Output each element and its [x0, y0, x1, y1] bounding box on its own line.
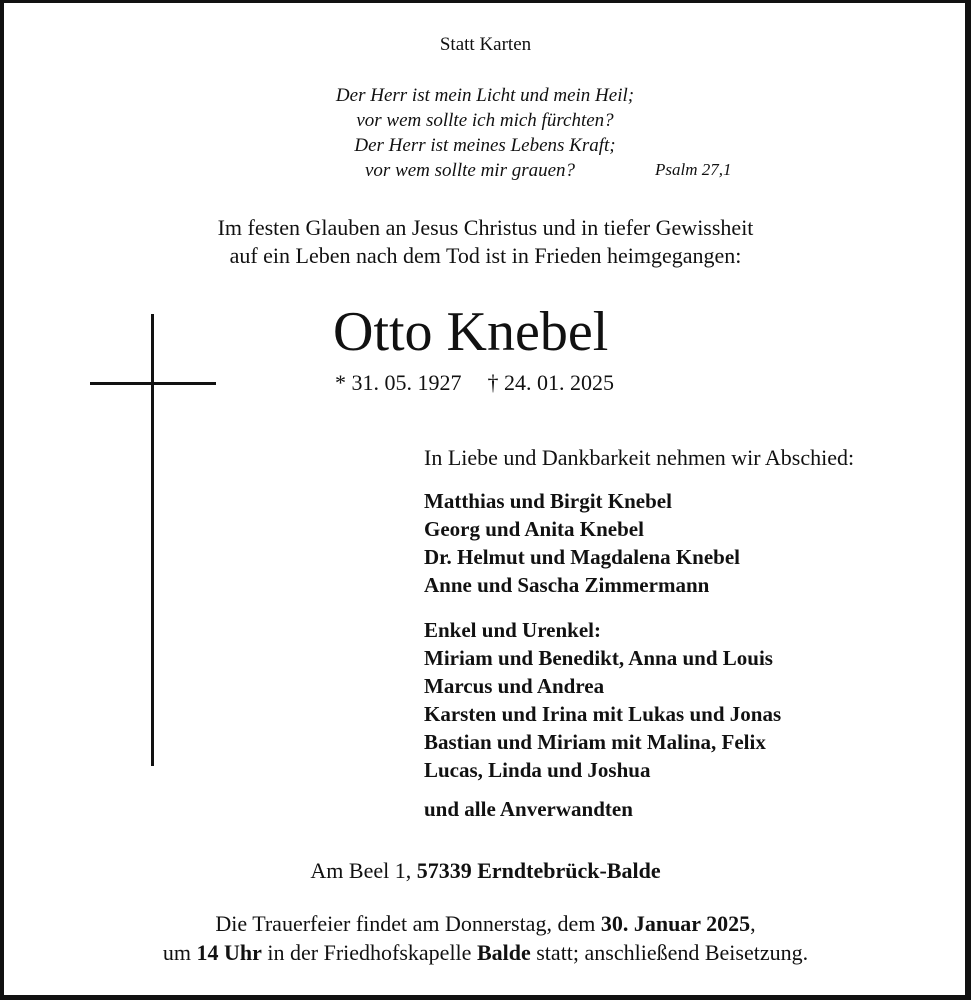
address-city: 57339 Erndtebrück-Balde: [416, 858, 661, 883]
list-item: Matthias und Birgit Knebel: [424, 489, 672, 513]
service-date: 30. Januar 2025: [600, 911, 751, 936]
list-item: Anne und Sascha Zimmermann: [424, 573, 710, 597]
statt-karten-heading: Statt Karten: [439, 34, 532, 55]
list-item: Dr. Helmut und Magdalena Knebel: [424, 545, 741, 569]
verse-line-2: vor wem sollte ich mich fürchten?: [356, 110, 614, 131]
intro-line-1: Im festen Glauben an Jesus Christus und in tiefer Gewissheit: [217, 215, 754, 240]
service-text: um: [162, 940, 191, 965]
address-street: Am Beel 1,: [310, 858, 412, 883]
cross-icon-horizontal: [90, 382, 216, 385]
service-text: in der Friedhofskapelle: [267, 940, 472, 965]
life-dates: [335, 370, 614, 396]
service-punct: ,: [750, 911, 756, 936]
relatives-line: und alle Anverwandten: [424, 797, 633, 821]
service-line-2: [0, 940, 971, 966]
service-time: 14 Uhr: [196, 940, 262, 965]
death-date: † 24. 01. 2025: [487, 370, 614, 395]
verse-line-4: vor wem sollte mir grauen?: [365, 160, 576, 181]
grandchildren-heading: Enkel und Urenkel:: [424, 618, 601, 642]
list-item: Karsten und Irina mit Lukas und Jonas: [424, 702, 782, 726]
service-text: Die Trauerfeier findet am Donnerstag, dem: [215, 911, 596, 936]
list-item: Marcus und Andrea: [424, 674, 605, 698]
address-line: [0, 858, 971, 884]
intro-line-2: auf ein Leben nach dem Tod ist in Frieden heimgegangen:: [229, 243, 742, 268]
grandchildren-list: [424, 616, 781, 784]
deceased-name: Otto Knebel: [333, 301, 609, 363]
service-place: Balde: [476, 940, 531, 965]
service-text: statt; anschließend Beisetzung.: [536, 940, 809, 965]
psalm-reference: Psalm 27,1: [655, 160, 732, 179]
list-item: Miriam und Benedikt, Anna und Louis: [424, 646, 773, 670]
verse-line-3: Der Herr ist meines Lebens Kraft;: [354, 135, 616, 156]
service-line-1: [0, 911, 971, 937]
farewell-line: In Liebe und Dankbarkeit nehmen wir Abschied:: [424, 445, 855, 470]
list-item: Bastian und Miriam mit Malina, Felix: [424, 730, 766, 754]
birth-date: * 31. 05. 1927: [335, 370, 462, 395]
list-item: Lucas, Linda und Joshua: [424, 758, 651, 782]
verse-line-1: Der Herr ist mein Licht und mein Heil;: [335, 85, 635, 106]
family-list: [424, 487, 740, 599]
list-item: Georg und Anita Knebel: [424, 517, 644, 541]
